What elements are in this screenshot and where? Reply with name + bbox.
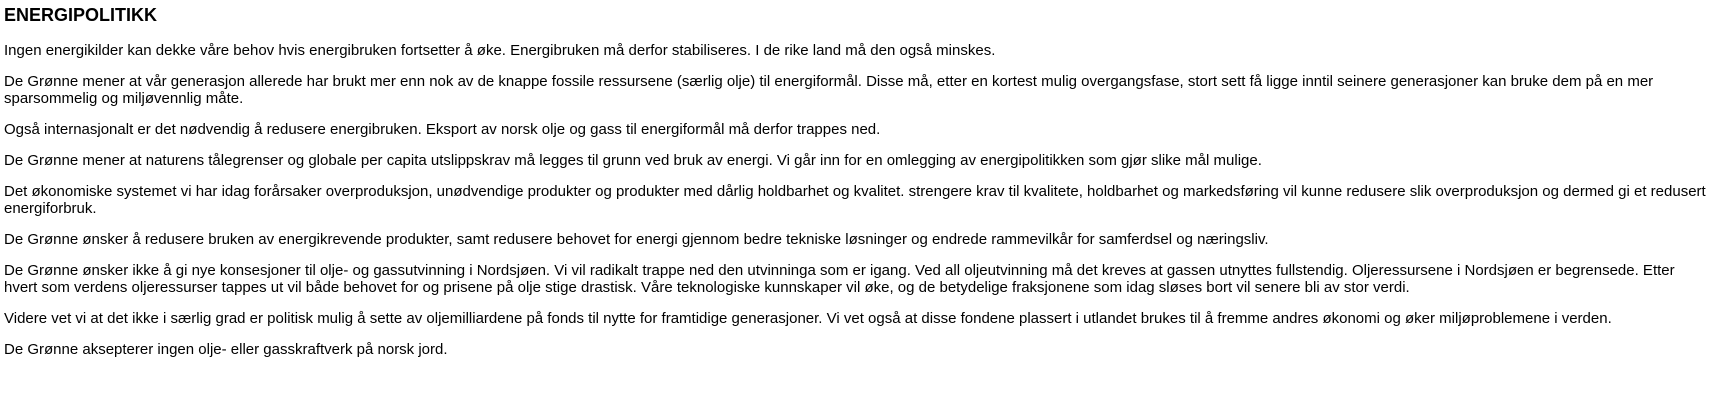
paragraph-6: De Grønne ønsker å redusere bruken av energikrevende produkter, samt redusere behovet for energi gjennom bedre tekniske løsninger og endrede rammevilkår for samferdsel og næringsliv. [4,231,1269,248]
paragraph-9: De Grønne aksepterer ingen olje- eller gasskraftverk på norsk jord. [4,341,448,358]
paragraph-8: Videre vet vi at det ikke i særlig grad er politisk mulig å sette av oljemilliardene på fonds til nytte for framtidige generasjoner. Vi vet også at disse fondene plassert i utlandet brukes til å fremme andres økonomi og øker miljøproblemene i verden. [4,310,1612,327]
page-title: ENERGIPOLITIKK [4,5,158,25]
paragraph-3: Også internasjonalt er det nødvendig å redusere energibruken. Eksport av norsk olje og gass til energiformål må derfor trappes ned. [4,121,881,138]
paragraph-2: De Grønne mener at vår generasjon allerede har brukt mer enn nok av de knappe fossile ressursene (særlig olje) til energiformål. Disse må, etter en kortest mulig overgangsfase, stort sett få ligge inntil seinere generasjoner kan bruke dem på en mer sparsommelig og miljøvennlig måte. [4,73,1654,107]
paragraph-1: Ingen energikilder kan dekke våre behov hvis energibruken fortsetter å øke. Energibruken må derfor stabiliseres. I de rike land må den også minskes. [4,42,996,59]
paragraph-4: De Grønne mener at naturens tålegrenser og globale per capita utslippskrav må legges til grunn ved bruk av energi. Vi går inn for en omlegging av energipolitikken som gjør slike mål mulige. [4,152,1262,169]
paragraph-7: De Grønne ønsker ikke å gi nye konsesjoner til olje- og gassutvinning i Nordsjøen. Vi vil radikalt trappe ned den utvinninga som er igang. Ved all oljeutvinning må det kreves at gassen utnyttes fullstendig. Oljeressursene i Nordsjøen er begrensede. Etter hvert som verdens oljeressurser tappes ut vil både behovet for og prisene på olje stige drastisk. Våre teknologiske kunnskaper vil øke, og de betydelige fraksjonene som idag sløses bort vil senere bli av stor verdi. [4,262,1675,296]
paragraph-5: Det økonomiske systemet vi har idag forårsaker overproduksjon, unødvendige produkter og produkter med dårlig holdbarhet og kvalitet. strengere krav til kvalitete, holdbarhet og markedsføring vil kunne redusere slik overproduksjon og dermed gi et redusert energiforbruk. [4,183,1706,217]
